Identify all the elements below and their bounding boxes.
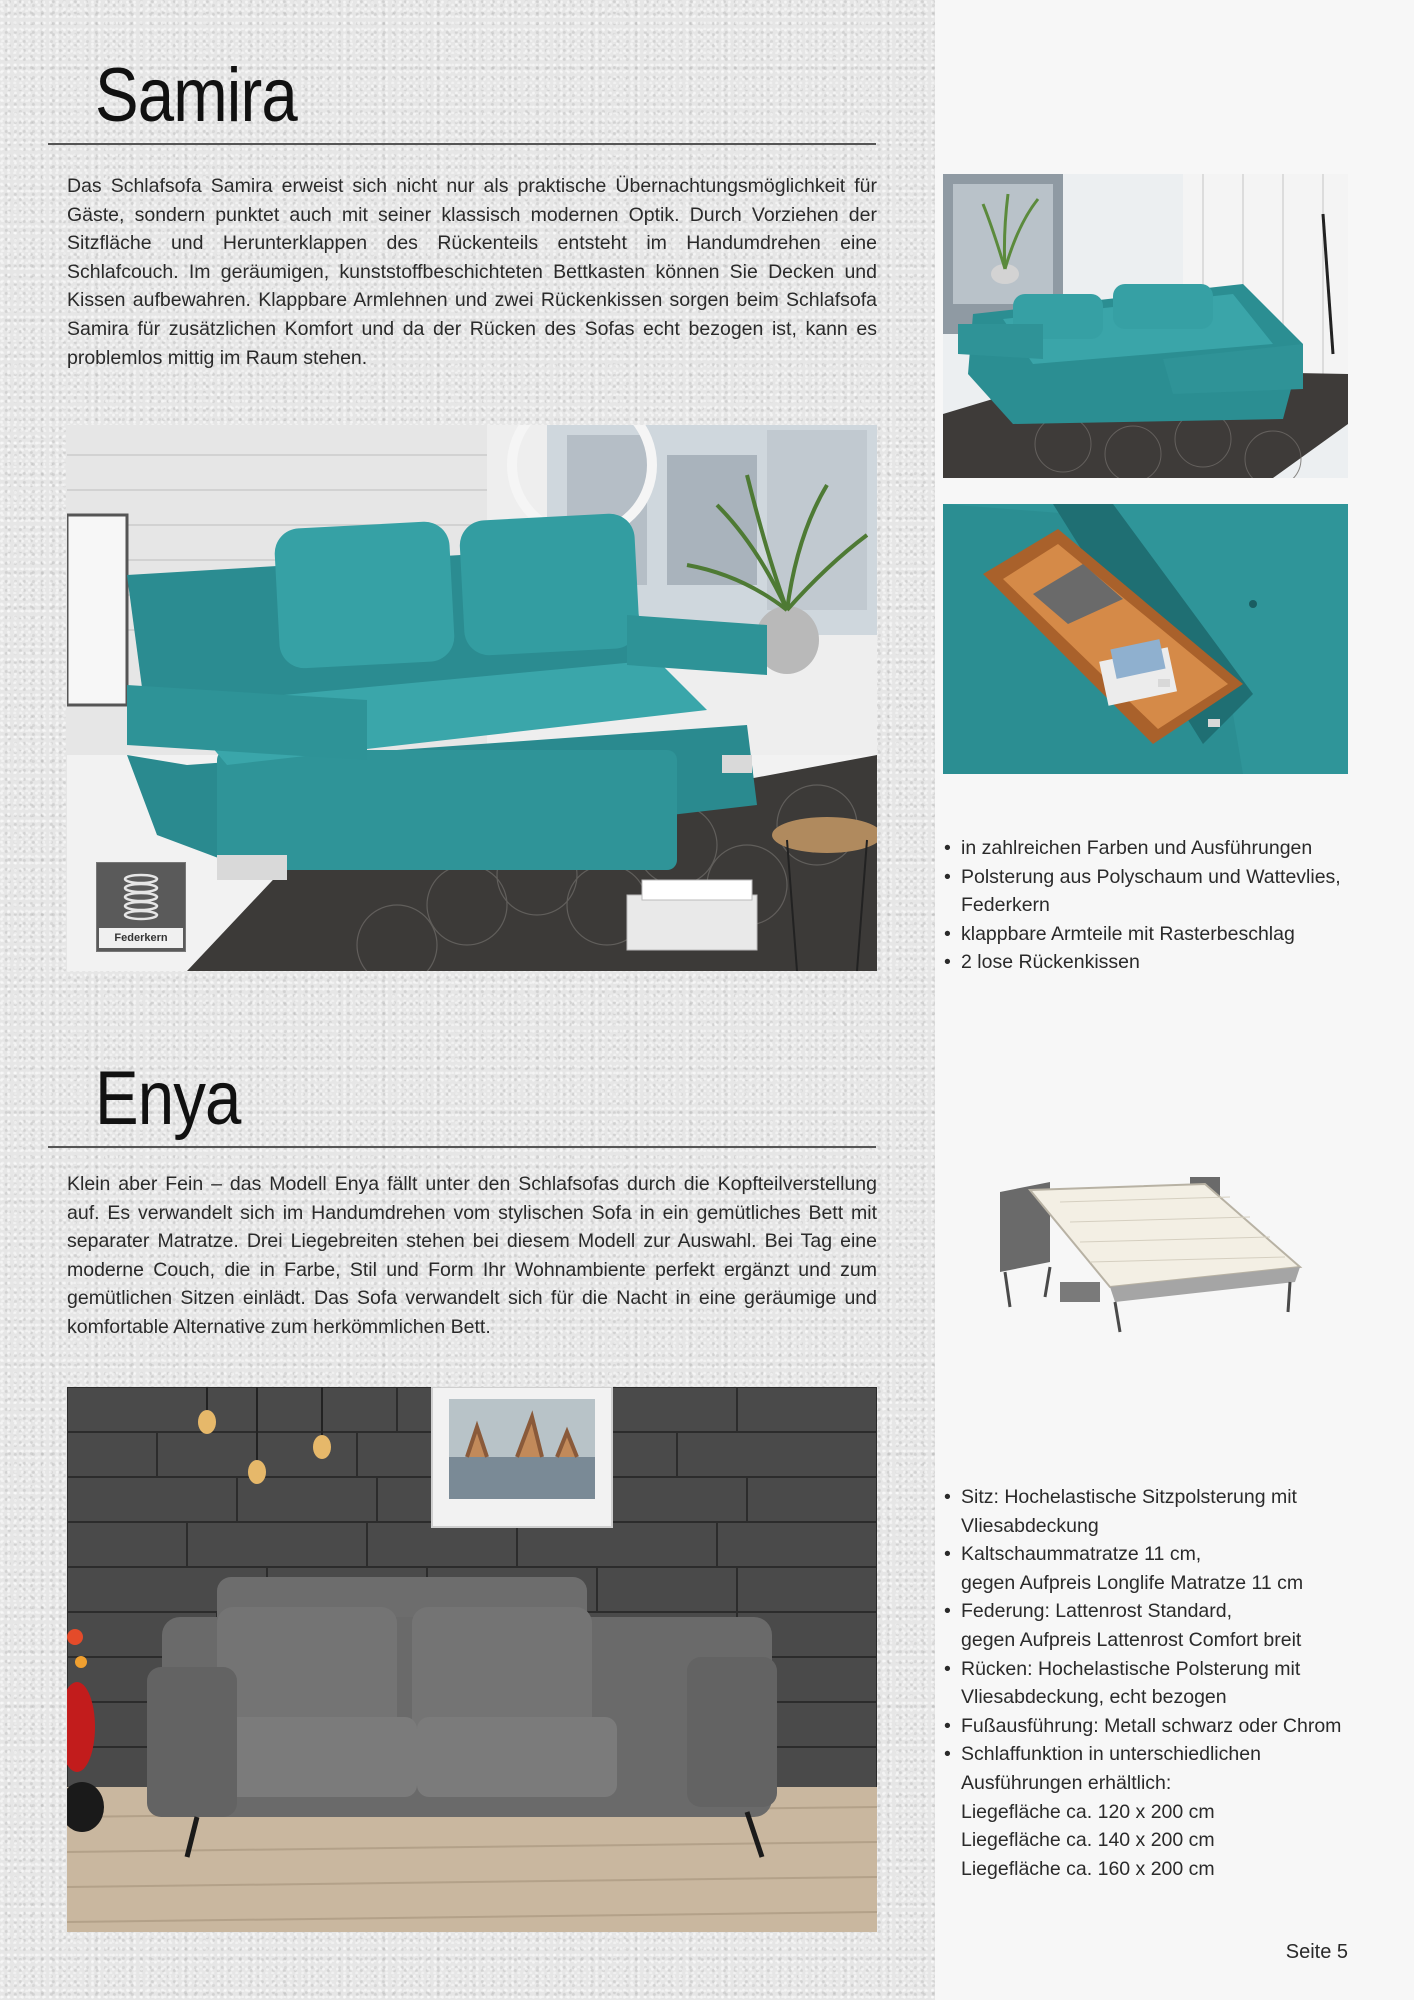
samira-description: Das Schlafsofa Samira erweist sich nicht nur als praktische Übernachtungsmöglichkeit für Gäste, sondern punktet auch mit seiner klassisch modernen Optik. Durch Vorziehen der Sitzfläche und Herunterklappen des Rückenteils entsteht im Handumdrehen eine Schlafcouch. Im geräumigen, kunststoffbeschichteten Bettkasten können Sie Decken und Kissen aufbewahren. Klappbare Armlehnen und zwei Rückenkissen sorgen beim Schlafsofa Samira für zusätzlichen Komfort und da der Rücken des Sofas echt bezogen ist, kann es problemlos mittig im Raum stehen. <box>67 175 877 369</box>
list-item: • Kaltschaummatratze 11 cm, gegen Aufpreis Longlife Matratze 11 cm <box>942 1540 1341 1597</box>
list-item: • Schlaffunktion in unterschiedlichen Ausführungen erhältlich: Liegefläche ca. 120 x 200 cm Liegefläche ca. 140 x 200 cm Liegefläche ca. 160 x 200 cm <box>942 1740 1341 1883</box>
list-item: • Fußausführung: Metall schwarz oder Chrom <box>942 1712 1341 1741</box>
list-item: • Rücken: Hochelastische Polsterung mit Vliesabdeckung, echt bezogen <box>942 1655 1341 1712</box>
enya-title: Enya <box>95 1056 241 1141</box>
samira-title-rule <box>48 143 876 145</box>
enya-feature-list <box>942 1483 1341 1883</box>
list-item: • Federung: Lattenrost Standard, gegen Aufpreis Lattenrost Comfort breit <box>942 1597 1341 1654</box>
samira-main-photo <box>67 425 877 971</box>
enya-title-rule <box>48 1146 876 1148</box>
list-item: • 2 lose Rückenkissen <box>942 948 1341 977</box>
list-item: • Polsterung aus Polyschaum und Wattevlies, Federkern <box>942 863 1341 920</box>
enya-bed-mechanism-photo <box>990 1172 1310 1342</box>
page-number: Seite 5 <box>1285 1941 1348 1963</box>
list-item: • Sitz: Hochelastische Sitzpolsterung mit Vliesabdeckung <box>942 1483 1341 1540</box>
list-item: • klappbare Armteile mit Rasterbeschlag <box>942 920 1341 949</box>
federkern-badge-label: Federkern <box>99 928 183 948</box>
samira-feature-list <box>942 834 1341 977</box>
samira-title: Samira <box>95 53 297 138</box>
list-item: • in zahlreichen Farben und Ausführungen <box>942 834 1341 863</box>
samira-bed-photo <box>943 174 1348 478</box>
spring-coil-icon <box>119 873 163 923</box>
enya-main-photo <box>67 1387 877 1932</box>
federkern-badge <box>96 862 186 952</box>
samira-storage-photo <box>943 504 1348 774</box>
enya-description: Klein aber Fein – das Modell Enya fällt unter den Schlafsofas durch die Kopfteilverstellung auf. Es verwandelt sich im Handumdrehen vom stylischen Sofa in ein gemütliches Bett mit separater Matratze. Drei Liegebreiten stehen bei diesem Modell zur Auswahl. Bei Tag eine moderne Couch, die in Farbe, Stil und Form Ihr Wohnambiente perfekt ergänzt und zum gemütlichen Sitzen einlädt. Das Sofa verwandelt sich für die Nacht in eine geräumige und komfortable Alternative zum herkömmlichen Bett. <box>67 1173 877 1338</box>
